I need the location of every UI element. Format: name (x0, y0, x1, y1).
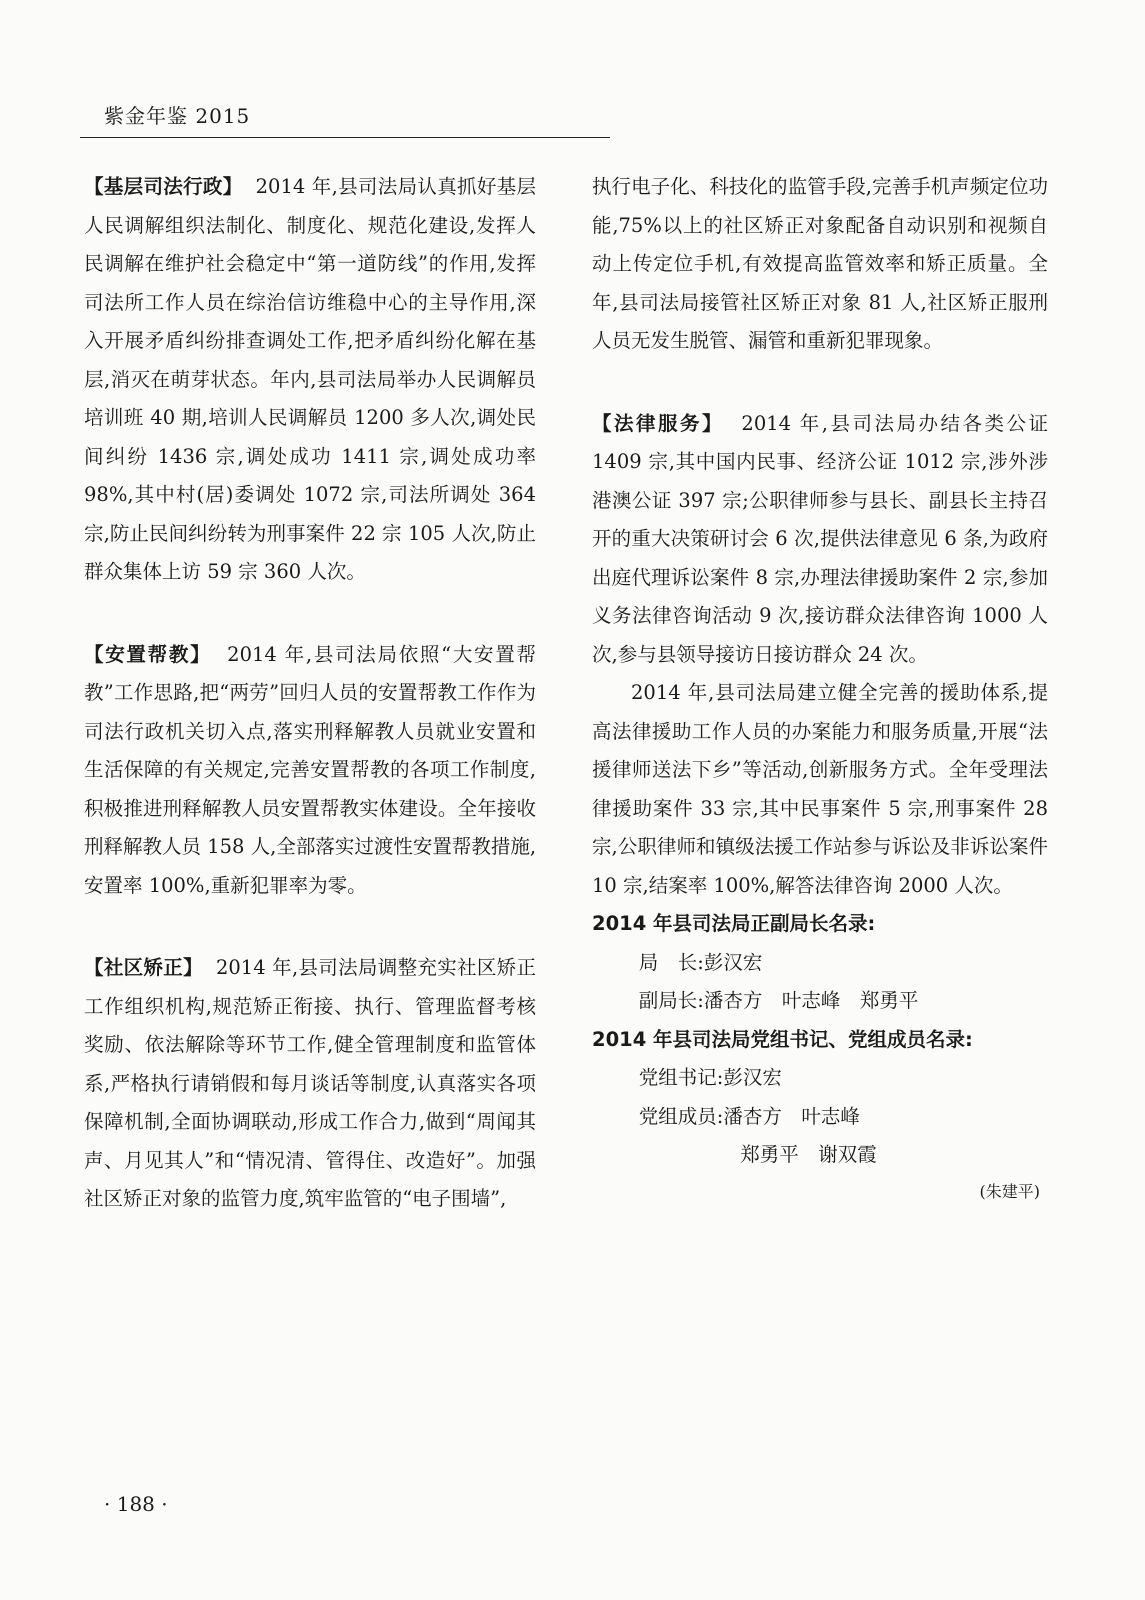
party-group-list-title: 2014 年县司法局党组书记、党组成员名录: (592, 1027, 973, 1051)
section-body: 2014 年,县司法局认真抓好基层人民调解组织法制化、制度化、规范化建设,发挥人民调解在维护社会稳定中“第一道防线”的作用,发挥司法所工作人员在综治信访维稳中心的主导作用,深入开展矛盾纠纷排查调处工作,把矛盾纠纷化解在基层,消灭在萌芽状态。年内,县司法局举办人民调解员培训班 40 期,培训人民调解员 1200 多人次,调处民间纠纷 1436 宗,调处成功 1411 宗,调处成功率 98%,其中村(居)委调处 1072 宗,司法所调处 364 宗,防止民间纠纷转为刑事案件 22 宗 105 人次,防止群众集体上访 59 宗 360 人次。 (84, 175, 536, 583)
section-heading: 【安置帮教】 (84, 642, 212, 666)
section-community-correction-continued: 执行电子化、科技化的监管手段,完善手机声频定位功能,75%以上的社区矫正对象配备自动识别和视频自动上传定位手机,有效提高监管效率和矫正质量。全年,县司法局接管社区矫正对象 81 人,社区矫正服刑人员无发生脱管、漏管和重新犯罪现象。 (592, 175, 1048, 352)
section-body: 2014 年,县司法局办结各类公证 1409 宗,其中国内民事、经济公证 1012 宗,涉外涉港澳公证 397 宗;公职律师参与县长、副县长主持召开的重大决策研讨会 6 次,提供法律意见 6 条,为政府出庭代理诉讼案件 8 宗,办理法律援助案件 2 宗,参加义务法律咨询活动 9 次,接访群众法律咨询 1000 人次,参与县领导接访日接访群众 24 次。 (592, 411, 1048, 666)
running-head: 紫金年鉴 2015 (104, 104, 251, 128)
party-secretary-entry: 党组书记:彭汉宏 (638, 1066, 782, 1089)
page-number: · 188 · (104, 1492, 168, 1516)
section-community-correction (84, 949, 536, 1219)
author-signature: (朱建平) (979, 1181, 1040, 1201)
party-members-entry-continued: 郑勇平 谢双霞 (740, 1143, 877, 1166)
section-heading: 【基层司法行政】 (84, 175, 243, 198)
legal-aid-paragraph: 2014 年,县司法局建立健全完善的援助体系,提高法律援助工作人员的办案能力和服务质量,开展“法援律师送法下乡”等活动,创新服务方式。全年受理法律援助案件 33 宗,其中民事案件 5 宗,刑事案件 28 宗,公职律师和镇级法援工作站参与诉讼及非诉讼案件 10 宗,结案率 100%,解答法律咨询 2000 人次。 (592, 681, 1048, 897)
deputy-director-entry: 副局长:潘杏方 叶志峰 郑勇平 (638, 989, 919, 1012)
director-entry: 局 长:彭汉宏 (638, 950, 763, 974)
section-resettlement (84, 636, 536, 906)
section-body: 2014 年,县司法局调整充实社区矫正工作组织机构,规范矫正衔接、执行、管理监督考核奖励、依法解除等环节工作,健全管理制度和监管体系,严格执行请销假和每月谈话等制度,认真落实各项保障机制,全面协调联动,形成工作合力,做到“周闻其声、月见其人”和“情况清、管得住、改造好”。加强社区矫正对象的监管力度,筑牢监管的“电子围墙”, (84, 956, 536, 1210)
section-grassroots-justice (84, 168, 536, 592)
section-heading: 【法律服务】 (592, 411, 725, 435)
left-column (84, 168, 536, 1219)
section-legal-services (592, 405, 1048, 675)
section-body: 2014 年,县司法局依照“大安置帮教”工作思路,把“两劳”回归人员的安置帮教工作作为司法行政机关切入点,落实刑释解教人员就业安置和生活保障的有关规定,完善安置帮教的各项工作制度,积极推进刑释解教人员安置帮教实体建设。全年接收刑释解教人员 158 人,全部落实过渡性安置帮教措施,安置率 100%,重新犯罪率为零。 (84, 642, 537, 897)
party-members-entry: 党组成员:潘杏方 叶志峰 (638, 1104, 860, 1128)
directors-list-title: 2014 年县司法局正副局长名录: (592, 912, 876, 935)
header-rule (80, 137, 610, 138)
section-heading: 【社区矫正】 (84, 956, 203, 979)
right-column (592, 168, 1048, 1209)
